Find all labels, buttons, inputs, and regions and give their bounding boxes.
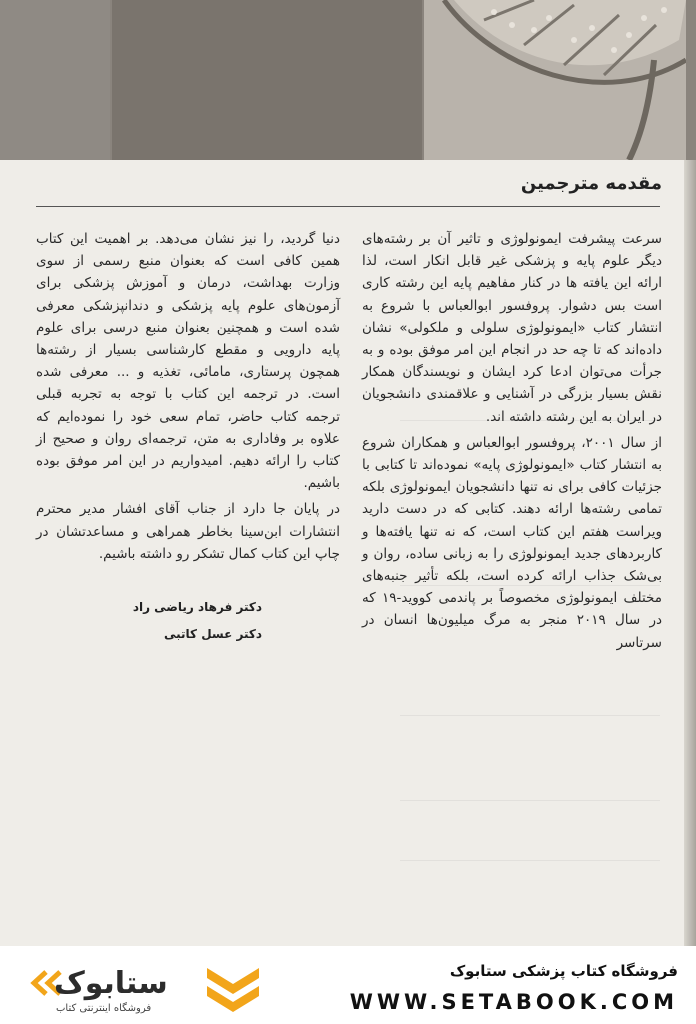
store-website-link[interactable]: WWW.SETABOOK.COM <box>349 990 678 1014</box>
cover-gray-panel-middle <box>112 0 422 160</box>
chevron-logo-icon <box>203 962 263 1014</box>
paragraph: سرعت پیشرفت ایمونولوژی و تاثیر آن بر رشته‌های دیگر علوم پایه و پزشکی غیر قابل انکار است، لذا ارائه این یافته ها در کنار مفاهیم پایه این رشته کاری است بس دشوار. پروفسور ابوالعباس با شروع به انتشار کتاب «ایمونولوژی سلولی و ملکولی» نشان داده‌اند که تا چه حد در انجام این امر موفق بوده و به جرأت می‌توان ادعا کرد ایشان و نویسندگان همکار نقش بسیار بزرگی در آشنایی و علاقمندی دانشجویان در ایران به این رشته داشته اند. <box>362 231 662 425</box>
show-through-line <box>400 860 660 861</box>
logo-wordmark: ستابوک <box>54 966 168 1001</box>
translator-signature-1: دکتر فرهاد ریاضی راد <box>132 600 262 614</box>
show-through-line <box>400 715 660 716</box>
leaf-drawing-icon <box>424 0 686 160</box>
page-title: مقدمه مترجمین <box>520 173 662 194</box>
paragraph: از سال ۲۰۰۱، پروفسور ابوالعباس و همکاران شروع به انتشار کتاب «ایمونولوژی پایه» نموده‌اند تا کتابی با جزئیات کافی برای نه تنها دانشجویان ایمونولوژی بلکه تمامی رشته‌ها ارائه دهند. کتابی که در دست دارید ویراست هفتم این کتاب است، که نه تنها یافته‌ها و کاربردهای جدید ایمونولوژی را به زبانی ساده، روان و بی‌شک جذاب ارائه کرده است، بلکه تأثیر جنبه‌های مختلف ایمونولوژی مخصوصاً بر پاندمی کووید-۱۹ که در سال ۲۰۱۹ منجر به مرگ میلیون‌ها انسان در سرتاسر <box>362 434 662 651</box>
paragraph: در پایان جا دارد از جناب آقای افشار مدیر محترم انتشارات ابن‌سینا بخاطر همراهی و مساعدتشان در چاپ این کتاب کمال تشکر رو داشته باشیم. <box>36 501 340 562</box>
cover-gray-panel-left <box>0 0 110 160</box>
logo-subtitle: فروشگاه اینترنتی کتاب <box>56 1003 152 1014</box>
translator-signature-2: دکتر عسل کاتبی <box>163 627 262 641</box>
leaf-illustration <box>424 0 686 160</box>
paragraph: دنیا گردید، را نیز نشان می‌دهد. بر اهمیت این کتاب همین کافی است که بعنوان منبع رسمی از سوی وزارت بهداشت، درمان و آموزش پزشکی برای آزمون‌های علوم پایه پزشکی و دندانپزشکی معرفی شده است و همچنین بعنوان منبع درسی برای علوم پایه دارویی و مقطع کارشناسی بسیار از رشته‌ها همچون پرستاری، مامائی، تغذیه و ... معرفی شده است. در ترجمه این کتاب با توجه به تجربه قبلی ترجمه کتاب حاضر، تمام سعی خود را نموده‌ایم که علاوه بر وفاداری به متن، ترجمه‌ای روان و صحیح از کتاب را ارائه دهیم. امیدواریم در این امر موفق بوده باشیم. <box>36 231 340 492</box>
text-column-left <box>36 228 340 565</box>
page-edge-shadow <box>684 160 696 946</box>
title-divider <box>36 206 660 207</box>
text-column-right <box>362 228 662 654</box>
show-through-line <box>400 800 660 801</box>
store-name: فروشگاه کتاب پزشکی ستابوک <box>449 962 678 980</box>
